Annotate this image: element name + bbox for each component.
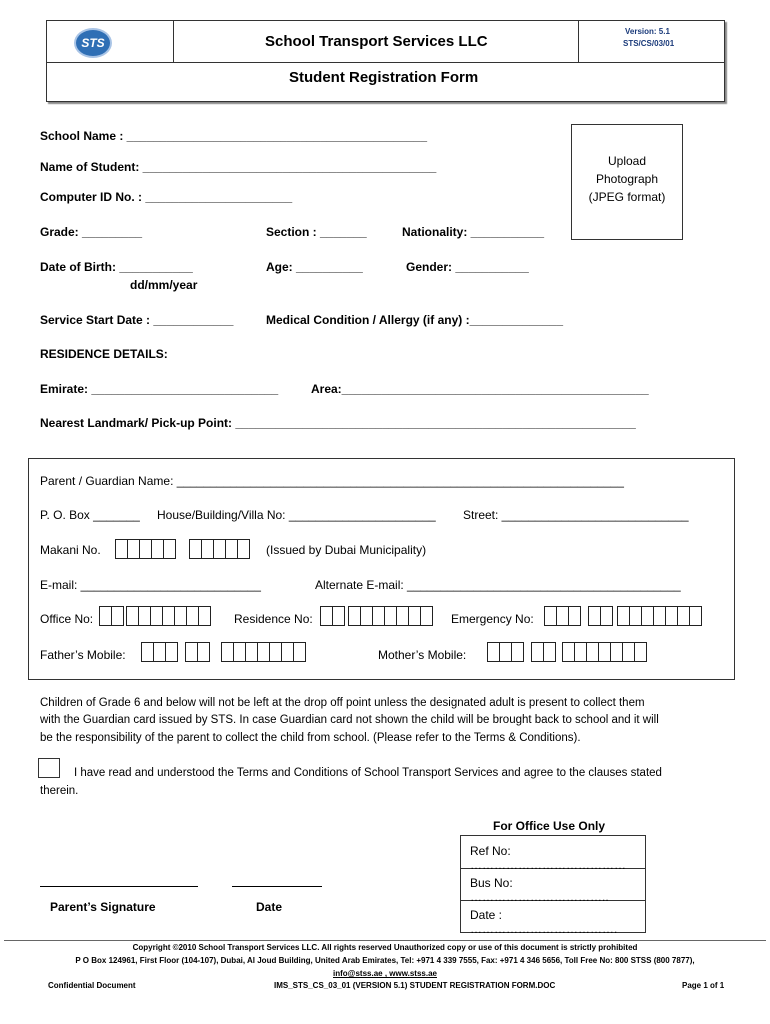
dob-field[interactable]: Date of Birth: ___________ [40, 260, 193, 274]
school-name-field[interactable]: School Name : _____________________________________________ [40, 129, 428, 143]
makani-note: (Issued by Dubai Municipality) [266, 543, 427, 557]
makani-label: Makani No. [40, 543, 101, 557]
office-ref-row[interactable] [461, 836, 645, 872]
student-name-field[interactable]: Name of Student: ____________________________________________ [40, 160, 437, 174]
office-use-box [460, 835, 646, 936]
form-title: Student Registration Form [289, 69, 479, 86]
residence-no-cells-b[interactable] [348, 606, 433, 624]
house-field[interactable]: House/Building/Villa No: ______________________ [157, 508, 436, 522]
mother-mobile-label: Mother’s Mobile: [378, 648, 467, 662]
residence-no-label: Residence No: [234, 612, 313, 626]
photo-line-2: Photograph [595, 172, 659, 186]
father-mobile-cells-b[interactable] [185, 642, 210, 660]
header-top-row [47, 21, 724, 63]
mother-mobile-cells-b[interactable] [531, 642, 556, 660]
alt-email-field[interactable]: Alternate E-mail: _________________________________________ [315, 578, 681, 592]
father-mobile-cells-c[interactable] [221, 642, 306, 660]
notice-line-1: Children of Grade 6 and below will not be left at the drop off point unless the designated adult is present to collect them [40, 697, 645, 709]
logo-cell [47, 21, 174, 62]
agree-line-1: I have read and understood the Terms and Conditions of School Transport Services and agree to the clauses stated [74, 767, 662, 779]
emergency-no-label: Emergency No: [451, 612, 534, 626]
residence-no-cells-a[interactable] [320, 606, 345, 624]
footer-confidential: Confidential Document [48, 981, 136, 990]
version-cell [578, 21, 725, 62]
area-field[interactable]: Area:______________________________________________ [311, 382, 649, 396]
parent-signature-label: Parent’s Signature [50, 900, 156, 914]
computer-id-field[interactable]: Computer ID No. : ______________________ [40, 190, 293, 204]
footer-address: P O Box 124961, First Floor (104-107), Dubai, Al Joud Building, United Arab Emirates, Tel: +971 4 339 7555, Fax: +971 4 346 5656, Toll Free No: 800 STSS (800 7877), [75, 956, 695, 965]
agree-line-2: therein. [40, 785, 79, 797]
agree-checkbox[interactable] [38, 758, 60, 778]
father-mobile-label: Father’s Mobile: [40, 648, 126, 662]
photo-line-3: (JPEG format) [588, 190, 666, 204]
form-header [46, 20, 725, 102]
office-date-row[interactable] [461, 900, 645, 936]
office-no-cells-b[interactable] [126, 606, 211, 624]
section-field[interactable]: Section : _______ [266, 225, 367, 239]
father-mobile-cells-a[interactable] [141, 642, 178, 660]
office-use-title: For Office Use Only [493, 819, 606, 833]
doc-code: STS/CS/03/01 [623, 39, 675, 48]
emergency-no-cells-a[interactable] [544, 606, 581, 624]
guardian-name-field[interactable]: Parent / Guardian Name: ___________________________________________________________________ [40, 474, 624, 488]
photo-line-1: Upload [607, 154, 647, 168]
grade-field[interactable]: Grade: _________ [40, 225, 143, 239]
makani-cells-b[interactable] [189, 539, 250, 557]
sts-logo-icon: STS [74, 28, 112, 58]
medical-field[interactable]: Medical Condition / Allergy (if any) :______________ [266, 313, 563, 327]
footer-copyright: Copyright ©2010 School Transport Services LLC. All rights reserved Unauthorized copy or use of this document is strictly prohibited [132, 943, 638, 952]
notice-line-2: with the Guardian card issued by STS. In case Guardian card not shown the child will be brought back to school and it will [40, 714, 659, 726]
nationality-field[interactable]: Nationality: ___________ [402, 225, 545, 239]
parent-signature-line[interactable] [40, 886, 198, 887]
pobox-field[interactable]: P. O. Box _______ [40, 508, 140, 522]
emergency-no-cells-c[interactable] [617, 606, 702, 624]
footer-divider [4, 940, 766, 941]
company-name: School Transport Services LLC [265, 33, 488, 50]
office-ref: Ref No: ………………………………… [470, 844, 626, 872]
office-bus-row[interactable] [461, 868, 645, 904]
makani-cells-a[interactable] [115, 539, 176, 557]
landmark-field[interactable]: Nearest Landmark/ Pick-up Point: ____________________________________________________________ [40, 416, 636, 430]
photo-upload-box[interactable] [571, 124, 683, 240]
signature-date-line[interactable] [232, 886, 322, 887]
footer-page: Page 1 of 1 [682, 981, 725, 990]
service-start-field[interactable]: Service Start Date : ____________ [40, 313, 234, 327]
footer-filename: IMS_STS_CS_03_01 (VERSION 5.1) STUDENT REGISTRATION FORM.DOC [274, 981, 556, 990]
office-no-cells-a[interactable] [99, 606, 124, 624]
office-bus: Bus No: …………………………….. [470, 876, 609, 904]
gender-field[interactable]: Gender: ___________ [406, 260, 529, 274]
version-label: Version: 5.1 [625, 27, 670, 36]
notice-line-3: be the responsibility of the parent to collect the child from school. (Please refer to the Terms & Conditions). [40, 732, 581, 744]
emergency-no-cells-b[interactable] [588, 606, 613, 624]
emirate-field[interactable]: Emirate: ____________________________ [40, 382, 279, 396]
office-no-label: Office No: [40, 612, 94, 626]
residence-heading: RESIDENCE DETAILS: [40, 347, 168, 361]
email-field[interactable]: E-mail: ___________________________ [40, 578, 261, 592]
signature-date-label: Date [256, 900, 283, 914]
mother-mobile-cells-a[interactable] [487, 642, 524, 660]
footer-contact[interactable]: info@stss.ae , www.stss.ae [333, 969, 437, 978]
office-date: Date : ………………………………. [470, 908, 618, 936]
age-field[interactable]: Age: __________ [266, 260, 363, 274]
street-field[interactable]: Street: ____________________________ [463, 508, 689, 522]
mother-mobile-cells-c[interactable] [562, 642, 647, 660]
dob-format: dd/mm/year [130, 278, 198, 292]
